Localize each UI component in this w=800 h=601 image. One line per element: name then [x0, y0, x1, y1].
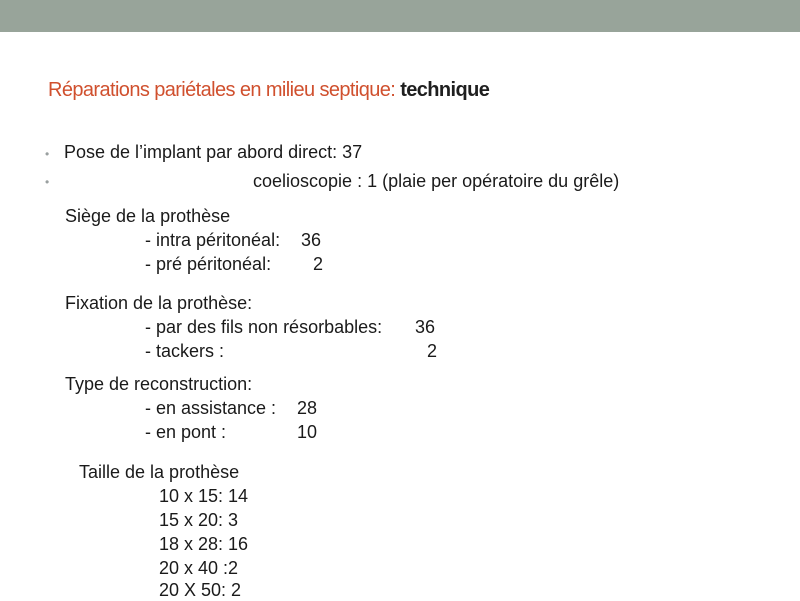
taille-heading: Taille de la prothèse	[79, 462, 240, 482]
reconstruction-item-value: 10	[297, 422, 318, 442]
reconstruction-heading: Type de reconstruction:	[65, 374, 253, 394]
fixation-item-label: - par des fils non résorbables:	[145, 317, 383, 337]
siege-item-value: 36	[301, 230, 322, 250]
taille-item: 20 x 40 :2	[159, 558, 239, 578]
reconstruction-item-label: - en assistance :	[145, 398, 277, 418]
taille-item: 18 x 28: 16	[159, 534, 249, 554]
reconstruction-item-value: 28	[297, 398, 318, 418]
top-header-bar	[0, 0, 800, 32]
slide-title-emphasis: technique	[400, 79, 490, 101]
taille-item: 10 x 15: 14	[159, 486, 249, 506]
siege-item-label: - intra péritonéal:	[145, 230, 281, 250]
siege-item-value: 2	[313, 254, 324, 274]
bullet-text-coelioscopie: coelioscopie : 1 (plaie per opératoire du grêle)	[253, 171, 620, 191]
slide-title-main: Réparations pariétales en milieu septique:	[48, 79, 401, 101]
fixation-item-label: - tackers :	[145, 341, 225, 361]
fixation-item-value: 36	[415, 317, 436, 337]
slide-title	[48, 79, 489, 102]
reconstruction-item-label: - en pont :	[145, 422, 227, 442]
fixation-heading: Fixation de la prothèse:	[65, 293, 253, 313]
taille-item: 20 X 50: 2	[159, 580, 242, 600]
siege-heading: Siège de la prothèse	[65, 206, 231, 226]
taille-item: 15 x 20: 3	[159, 510, 239, 530]
bullet-text-pose: Pose de l’implant par abord direct: 37	[64, 142, 363, 162]
bullet-dot-1: •	[45, 147, 50, 161]
fixation-item-value: 2	[427, 341, 438, 361]
siege-item-label: - pré péritonéal:	[145, 254, 272, 274]
bullet-dot-2: •	[45, 175, 50, 189]
